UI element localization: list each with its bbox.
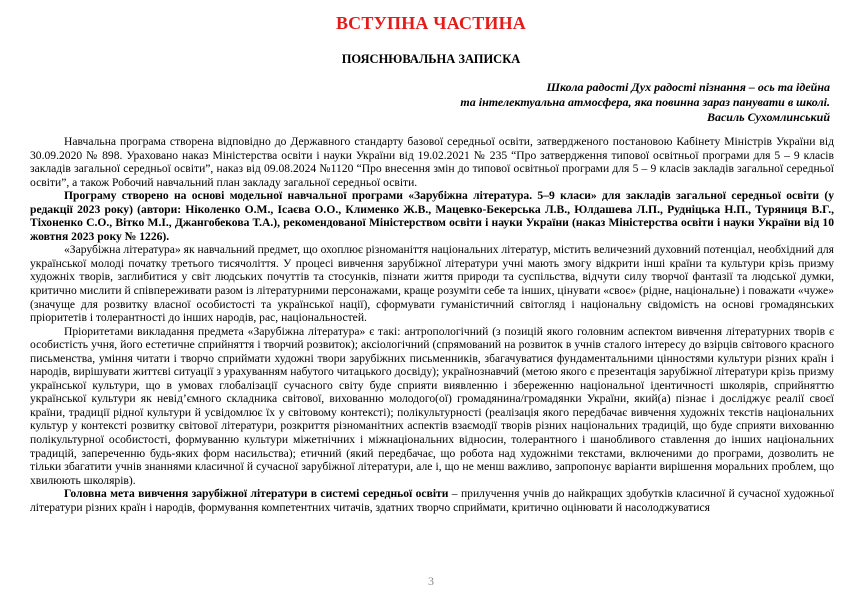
main-goal-text: – прилучення учнів до найкращих здобутків класичної й сучасної художньої літератури різних країн і народів, формування компетентних читачів, здатних творчо сприймати, критично оцінювати й насолоджуватися xyxy=(30,487,834,514)
document-body xyxy=(30,135,834,514)
paragraph-main-goal xyxy=(30,487,834,514)
epigraph-line: Школа радості Дух радості пізнання – ось та ідейна xyxy=(546,80,830,94)
epigraph-author: Василь Сухомлинський xyxy=(706,110,830,124)
epigraph-line: та інтелектуальна атмосфера, яка повинна зараз панувати в школі. xyxy=(460,95,830,109)
epigraph xyxy=(270,80,830,125)
main-goal-lead: Головна мета вивчення зарубіжної літератури в системі середньої освіти xyxy=(64,487,449,501)
section-subtitle: ПОЯСНЮВАЛЬНА ЗАПИСКА xyxy=(341,52,521,66)
paragraph-priorities: Пріоритетами викладання предмета «Зарубіжна література» є такі: антропологічний (з позицій якого головним аспектом вивчення літературних творів є особистість учня, його естетичне сприйняття і творчий розвиток); аксіологічний (спрямований на розвиток в учнів сталого інтересу до взірців світового красного письменства, уміння читати і творчо сприймати художні твори зарубіжних письменників, збагачуватися фундаментальними цінностями культури різних країн і народів, вирішувати життєві ситуації з урахуванням набутого читацького досвіду); українознавчий (метою якого є презентація зарубіжної літератури крізь призму української культури, що в умовах глобалізації сучасного світу буде сприяти виявленню і збереженню національної ідентичності школярів, сприйняттю української культури як невід’ємного складника світової, вихованню молодого(ої) громадянина/громадянки України, який(а) пізнає і досліджує реалії своєї країни, традиції рідної культури й усвідомлює їх у світовому контексті); полікультурності (реалізація якого передбачає вивчення художніх текстів національних культур у контексті розвитку світової літератури, розкриття різноманітних аспектів взаємодії творів різних національних традицій, що буде сприяти вихованню полікультурної особистості, формуванню культури міжетнічних і міжнаціональних відносин, толерантного і шанобливого ставлення до інших національних традицій, запереченню будь-яких форм насильства); етичний (який передбачає, що робота над художніми текстами, включеними до програми, дозволить не тільки збагатити учнів знаннями класичної й сучасної зарубіжної літератури, але і, що не менш важливо, запропонує варіанти вирішення моральних проблем, що хвилюють школярів). xyxy=(30,324,834,487)
paragraph-subject-description: «Зарубіжна література» як навчальний предмет, що охоплює різноманіття національних літератур, містить величезний духовний потенціал, необхідний для української молоді початку третього тисячоліття. У процесі вивчення зарубіжної літератури учні мають змогу відкрити інші країни та культури крізь призму художніх творів, заглибитися у світ людських почуттів та стосунків, пізнати життя природи та суспільства, відчути силу творчої фантазії та людської думки, критично мислити й співпереживати разом із літературними персонажами, краще розуміти себе та інших, цінувати «своє» (рідне, національне) і поважати «чуже» (значуще для розвитку власної особистості та української нації), сформувати гуманістичний світогляд і національну свідомість на основі громадянських пріоритетів і толерантності до інших народів, рас, національностей. xyxy=(30,243,834,325)
page-number: 3 xyxy=(428,574,434,588)
paragraph-standard: Навчальна програма створена відповідно до Державного стандарту базової середньої освіти, затвердженого постановою Кабінету Міністрів України від 30.09.2020 № 898. Ураховано наказ Міністерства освіти і науки України від 19.02.2021 № 235 “Про затвердження типової освітньої програми для 5 – 9 класів закладів загальної середньої освіти”, наказ від 09.08.2024 №1120 “Про внесення змін до типової освітньої програми для 5 – 9 класів закладів загальної середньої освіти”, а також Робочий навчальний план закладу загальної середньої освіти. xyxy=(30,135,834,189)
section-title: ВСТУПНА ЧАСТИНА xyxy=(335,13,527,33)
paragraph-program-basis: Програму створено на основі модельної навчальної програми «Зарубіжна література. 5–9 класи» для закладів загальної середньої освіти (у редакції 2023 року) (автори: Ніколенко О.М., Ісаєва О.О., Клименко Ж.В., Мацевко-Бекерська Л.В., Юлдашева Л.П., Рудніцька Н.П., Туряниця В.Г., Тіхоненко С.О., Вітко М.І., Джангобекова Т.А.), рекомендованої Міністерством освіти і науки України (наказ Міністерства освіти і науки України від 10 жовтня 2023 року № 1226). xyxy=(30,189,834,243)
